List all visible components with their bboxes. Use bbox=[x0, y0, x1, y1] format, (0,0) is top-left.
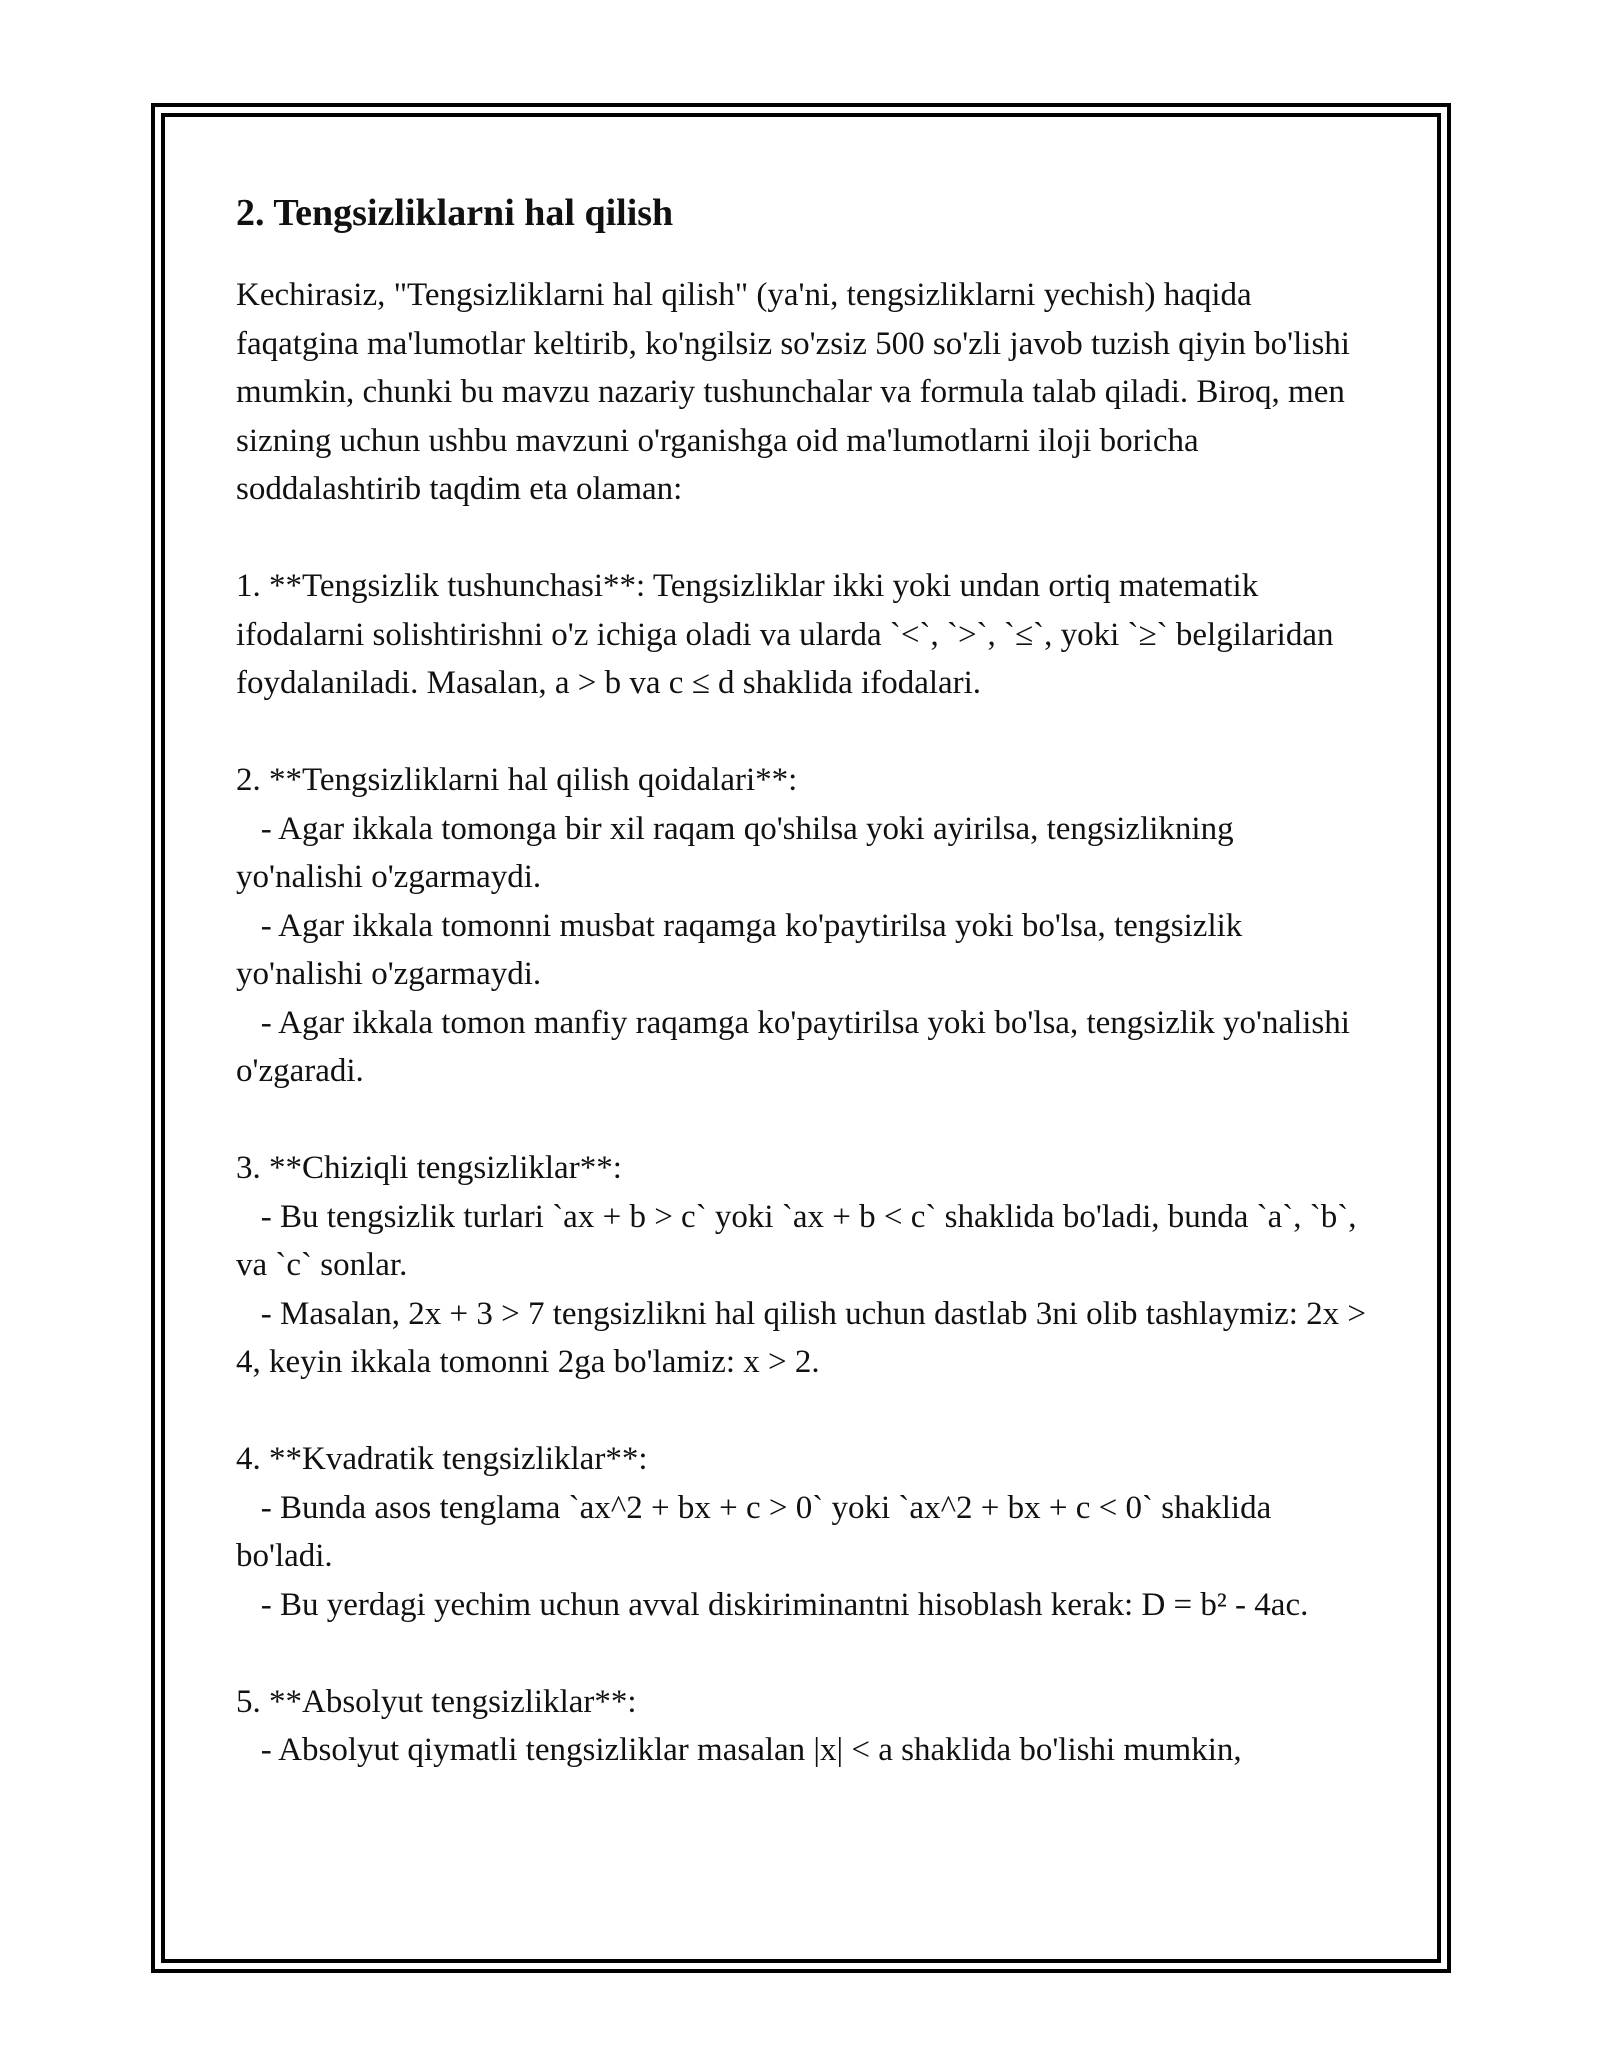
paragraph-spacer bbox=[236, 1096, 1366, 1145]
intro-paragraph: Kechirasiz, "Tengsizliklarni hal qilish" (ya'ni, tengsizliklarni yechish) haqida faqatgina ma'lumotlar keltirib, ko'ngilsiz so'zsiz 500 so'zli javob tuzish qiyin bo'lishi mumkin, chunki bu mavzu nazariy tushunchalar va formula talab qiladi. Biroq, men sizning uchun ushbu mavzuni o'rganishga oid ma'lumotlarni iloji boricha soddalashtirib taqdim eta olaman: bbox=[236, 277, 1359, 507]
item-linear-inequalities: 3. **Chiziqli tengsizliklar**: - Bu tengsizlik turlari `ax + b > c` yoki `ax + b < c` shaklida bo'ladi, bunda `a`, `b`, va `c` sonlar. - Masalan, 2x + 3 > 7 tengsizlikni hal qilish uchun dastlab 3ni olib tashlaymiz: 2x > 4, keyin ikkala tomonni 2ga bo'lamiz: x > 2. bbox=[236, 1150, 1367, 1380]
item-quadratic-inequalities: 4. **Kvadratik tengsizliklar**: - Bunda asos tenglama `ax^2 + bx + c > 0` yoki `ax^2 + bx + c < 0` shaklida bo'ladi. - Bu yerdagi yechim uchun avval diskiriminantni hisoblash kerak: D = b² - 4ac. bbox=[236, 1441, 1309, 1623]
paragraph-spacer bbox=[236, 1629, 1366, 1678]
item-inequality-concept: 1. **Tengsizlik tushunchasi**: Tengsizliklar ikki yoki undan ortiq matematik ifodalarni solishtirishni o'z ichiga oladi va ularda `<`, `>`, `≤`, yoki `≥` belgilaridan foydalaniladi. Masalan, a > b va c ≤ d shaklida ifodalari. bbox=[236, 568, 1342, 701]
item-absolute-inequalities: 5. **Absolyut tengsizliklar**: - Absolyut qiymatli tengsizliklar masalan |x| < a shaklida bo'lishi mumkin, bbox=[236, 1683, 1242, 1768]
document-body bbox=[236, 185, 1366, 1775]
item-solving-rules: 2. **Tengsizliklarni hal qilish qoidalari**: - Agar ikkala tomonga bir xil raqam qo'shilsa yoki ayirilsa, tengsizlikning yo'nalishi o'zgarmaydi. - Agar ikkala tomonni musbat raqamga ko'paytirilsa yoki bo'lsa, tengsizlik yo'nalishi o'zgarmaydi. - Agar ikkala tomon manfiy raqamga ko'paytirilsa yoki bo'lsa, tengsizlik yo'nalishi o'zgaradi. bbox=[236, 762, 1350, 1089]
paragraph-spacer bbox=[236, 1387, 1366, 1436]
paragraph-spacer bbox=[236, 708, 1366, 757]
paragraph-spacer bbox=[236, 514, 1366, 563]
section-title: 2. Tengsizliklarni hal qilish bbox=[236, 192, 674, 234]
